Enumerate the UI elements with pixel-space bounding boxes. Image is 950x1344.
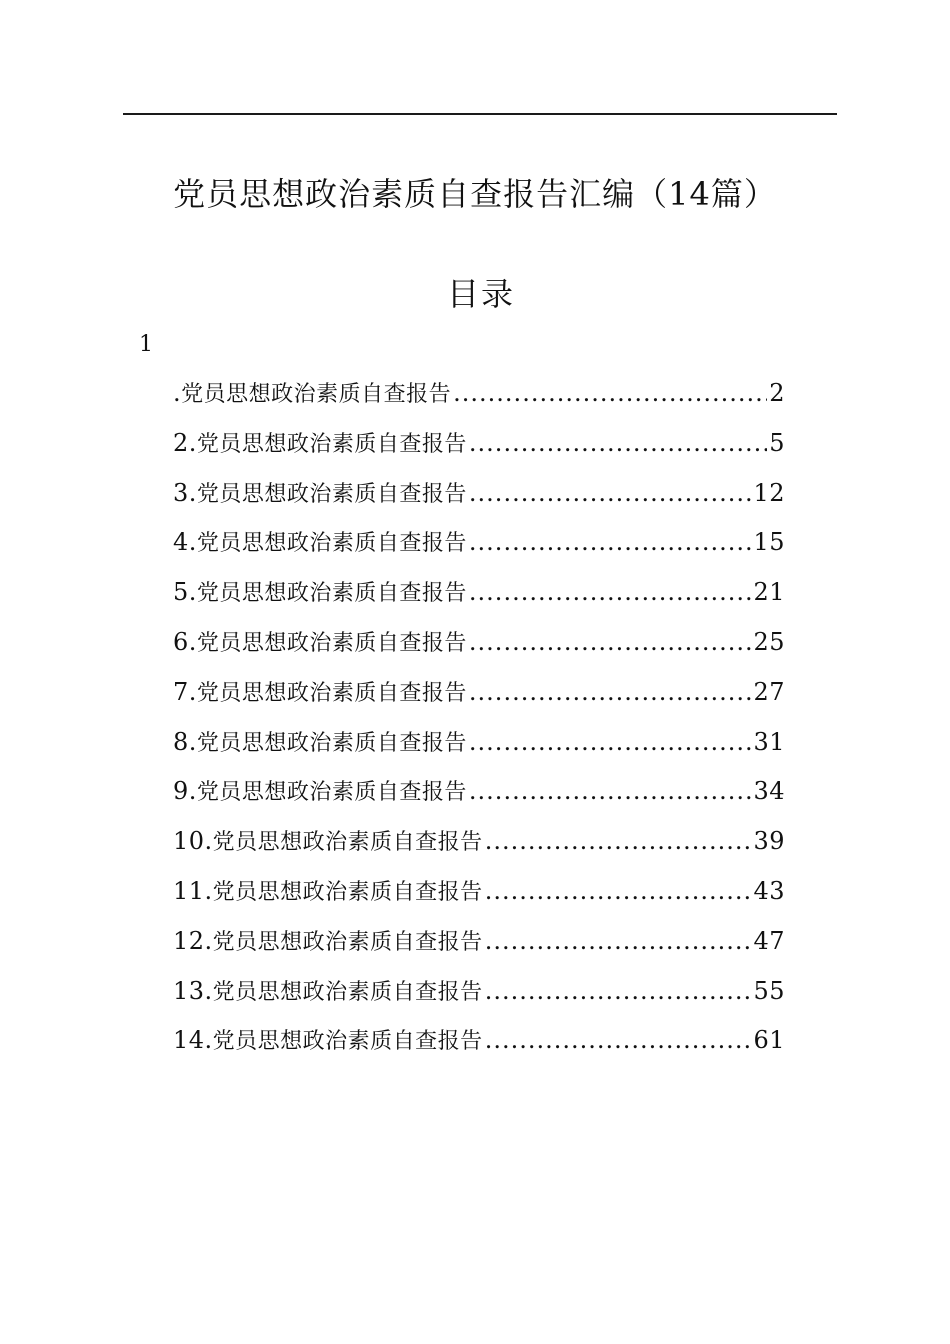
toc-entry-label xyxy=(173,975,483,1009)
toc-dot-leader xyxy=(469,775,752,807)
toc-entry-number: 4. xyxy=(173,528,197,557)
toc-dot-leader xyxy=(485,925,752,957)
toc-page-number: 47 xyxy=(753,926,785,955)
toc-entry-label xyxy=(173,377,451,411)
toc-heading: 目录 xyxy=(446,275,515,313)
toc-entry-label xyxy=(173,526,467,560)
toc-page-number: 12 xyxy=(753,478,785,507)
toc-entry-12[interactable] xyxy=(173,925,785,975)
document-title xyxy=(0,170,950,218)
toc-page-number: 61 xyxy=(753,1026,785,1055)
toc-entry-label xyxy=(173,925,483,959)
toc-entry-label xyxy=(173,825,483,859)
toc-page-number: 21 xyxy=(753,578,785,607)
toc-page-number: 5 xyxy=(769,428,785,457)
toc-entry-title: 党员思想政治素质自查报告 xyxy=(196,680,467,706)
toc-page-number: 15 xyxy=(753,528,785,557)
toc-entry-number: 6. xyxy=(173,627,197,656)
title-suffix: 篇） xyxy=(710,175,777,213)
toc-entry-title: 党员思想政治素质自查报告 xyxy=(196,730,467,756)
toc-entry-number: 5. xyxy=(173,578,197,607)
toc-entry-title: 党员思想政治素质自查报告 xyxy=(196,481,467,507)
toc-entry-4[interactable] xyxy=(173,526,785,576)
toc-page-number: 25 xyxy=(753,627,785,656)
toc-entry-title: 党员思想政治素质自查报告 xyxy=(181,382,452,407)
toc-entry-number: 12. xyxy=(173,926,213,955)
toc-entry-title: 党员思想政治素质自查报告 xyxy=(212,929,483,955)
toc-dot-leader xyxy=(469,726,752,758)
toc-entry-1[interactable] xyxy=(173,377,785,427)
toc-entry-13[interactable] xyxy=(173,975,785,1025)
toc-entry-label xyxy=(173,875,483,909)
toc-entry-label xyxy=(173,477,467,511)
toc-dot-leader xyxy=(453,377,767,409)
toc-dot-leader xyxy=(469,526,752,558)
table-of-contents xyxy=(173,377,785,1074)
toc-page-number: 31 xyxy=(753,727,785,756)
toc-entry-6[interactable] xyxy=(173,626,785,676)
toc-entry-9[interactable] xyxy=(173,775,785,825)
toc-dot-leader xyxy=(469,676,752,708)
toc-entry-number: 10. xyxy=(173,827,213,856)
toc-entry-title: 党员思想政治素质自查报告 xyxy=(196,630,467,656)
toc-entry-title: 党员思想政治素质自查报告 xyxy=(212,979,483,1005)
toc-entry-8[interactable] xyxy=(173,726,785,776)
toc-page-number: 2 xyxy=(769,379,785,407)
toc-entry-label xyxy=(173,1024,483,1058)
toc-entry-label xyxy=(173,626,467,660)
toc-entry-3[interactable] xyxy=(173,477,785,527)
toc-entry-label xyxy=(173,726,467,760)
title-text: 党员思想政治素质自查报告汇编（ xyxy=(173,175,669,213)
toc-dot-leader xyxy=(485,1024,752,1056)
toc-entry-10[interactable] xyxy=(173,825,785,875)
toc-dot-leader xyxy=(469,626,752,658)
toc-entry-title: 党员思想政治素质自查报告 xyxy=(196,780,467,806)
toc-entry-number: 7. xyxy=(173,677,197,706)
toc-entry-number: 14. xyxy=(173,1026,213,1055)
toc-entry-number: . xyxy=(173,379,182,407)
toc-dot-leader xyxy=(469,477,752,509)
toc-entry-label xyxy=(173,775,467,809)
toc-entry-7[interactable] xyxy=(173,676,785,726)
toc-entry-title: 党员思想政治素质自查报告 xyxy=(212,879,483,905)
toc-entry-title: 党员思想政治素质自查报告 xyxy=(196,531,467,557)
toc-entry-number: 2. xyxy=(173,428,197,457)
toc-entry-number: 13. xyxy=(173,976,213,1005)
toc-entry-number: 9. xyxy=(173,777,197,806)
toc-dot-leader xyxy=(485,825,752,857)
toc-entry-label xyxy=(173,676,467,710)
toc-dot-leader xyxy=(469,427,767,459)
stray-number: 1 xyxy=(139,332,153,357)
toc-entry-11[interactable] xyxy=(173,875,785,925)
toc-page-number: 27 xyxy=(753,677,785,706)
toc-dot-leader xyxy=(485,875,752,907)
toc-dot-leader xyxy=(485,975,752,1007)
toc-entry-title: 党员思想政治素质自查报告 xyxy=(196,431,467,457)
toc-page-number: 43 xyxy=(753,876,785,905)
toc-entry-number: 3. xyxy=(173,478,197,507)
toc-dot-leader xyxy=(469,576,752,608)
toc-entry-number: 8. xyxy=(173,727,197,756)
header-rule xyxy=(123,113,837,115)
toc-entry-number: 11. xyxy=(173,876,213,905)
toc-entry-14[interactable] xyxy=(173,1024,785,1074)
toc-page-number: 55 xyxy=(753,976,785,1005)
toc-entry-title: 党员思想政治素质自查报告 xyxy=(212,830,483,856)
title-count: 14 xyxy=(668,175,711,213)
toc-entry-title: 党员思想政治素质自查报告 xyxy=(212,1029,483,1055)
toc-entry-label xyxy=(173,427,467,461)
toc-page-number: 34 xyxy=(753,777,785,806)
toc-entry-2[interactable] xyxy=(173,427,785,477)
toc-page-number: 39 xyxy=(753,827,785,856)
toc-entry-title: 党员思想政治素质自查报告 xyxy=(196,581,467,607)
toc-entry-5[interactable] xyxy=(173,576,785,626)
toc-entry-label xyxy=(173,576,467,610)
